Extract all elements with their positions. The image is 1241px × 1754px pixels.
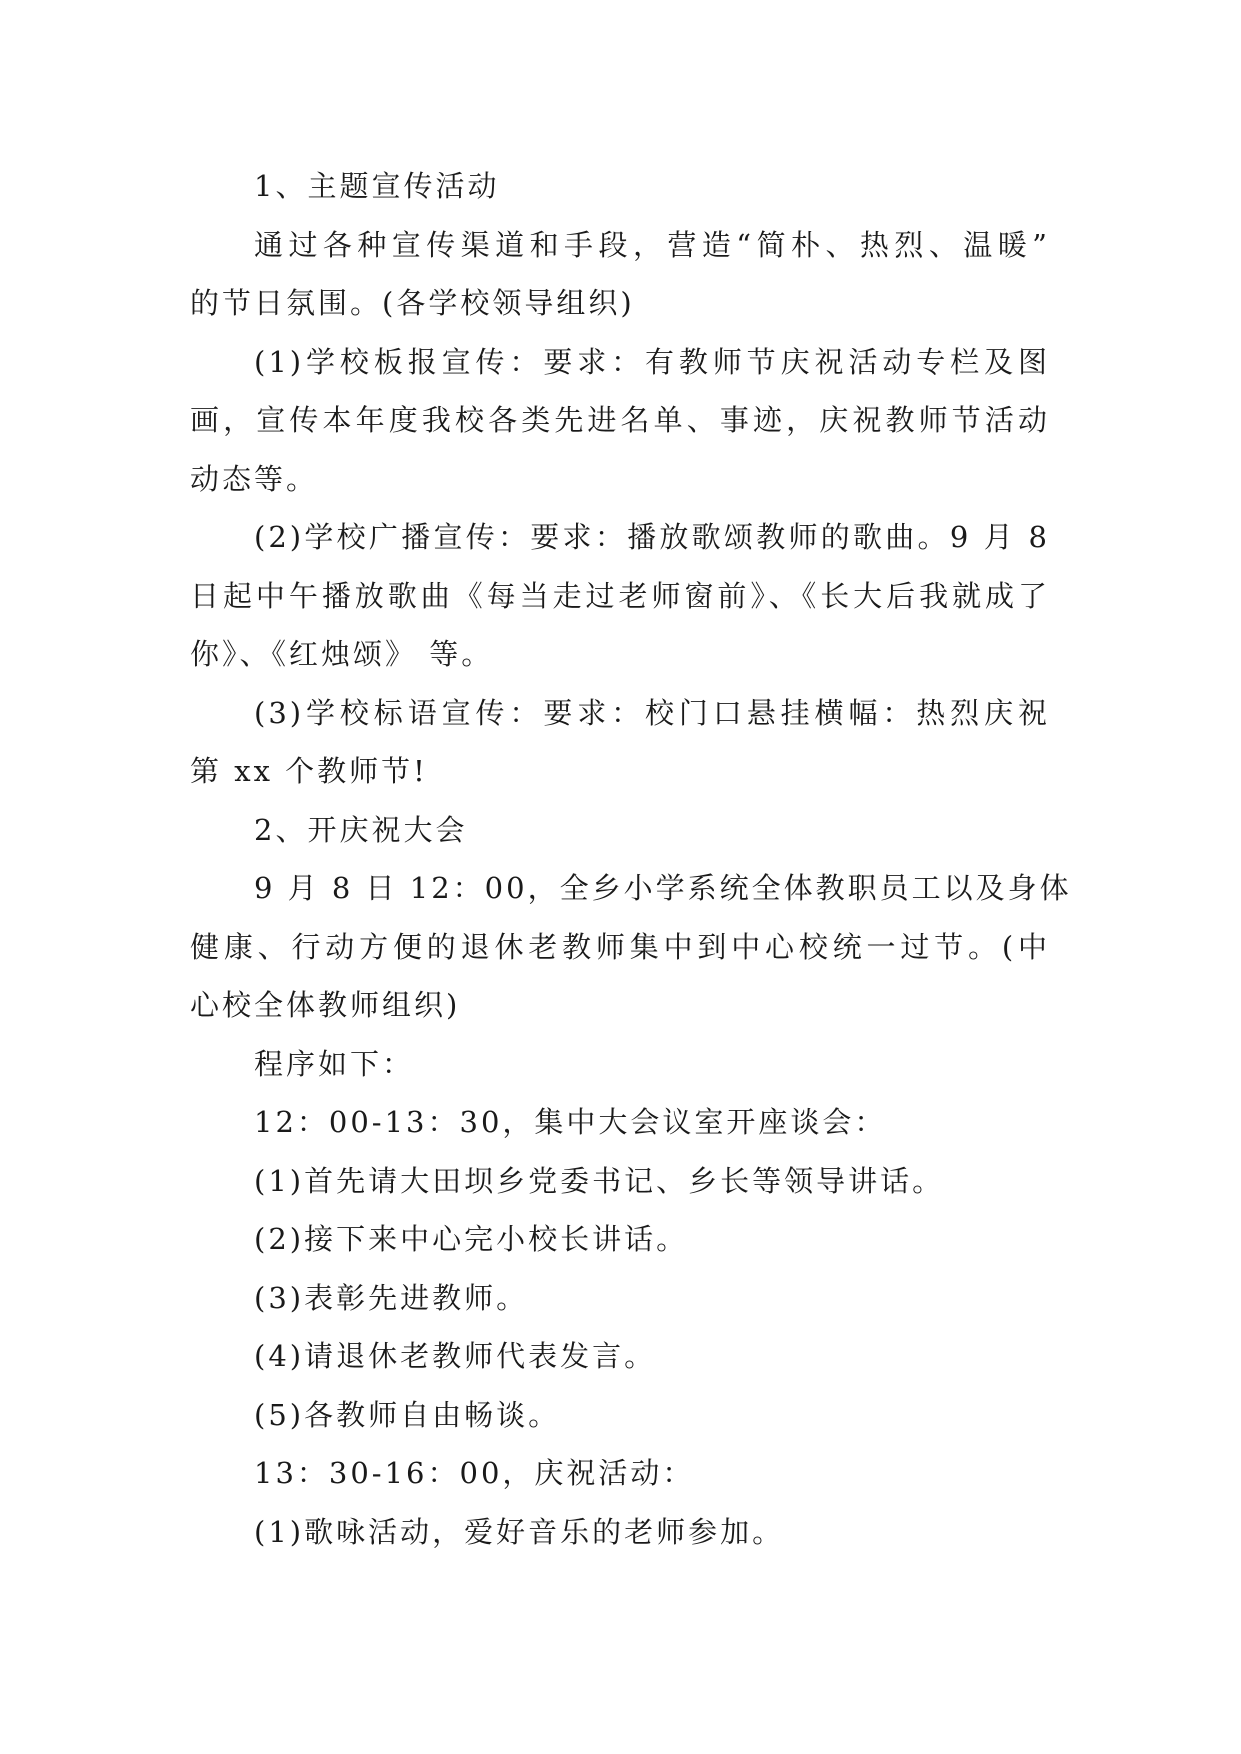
schedule-line: 13：30-16：00，庆祝活动： <box>254 1456 695 1490</box>
schedule-line: 12：00-13：30，集中大会议室开座谈会： <box>254 1105 887 1139</box>
list-item: (2)接下来中心完小校长讲话。 <box>254 1222 689 1256</box>
list-item: (5)各教师自由畅谈。 <box>254 1397 561 1432</box>
document-body <box>190 157 1072 1561</box>
paragraph-line: 日起中午播放歌曲《每当走过老师窗前》、《长大后我就成了 <box>190 578 1050 613</box>
paragraph-line: 动态等。 <box>190 461 319 496</box>
section-heading-theme-publicity: 1、主题宣传活动 <box>254 169 500 203</box>
section-heading-celebration-meeting: 2、开庆祝大会 <box>254 812 468 847</box>
paragraph-line: (2)学校广播宣传：要求：播放歌颂教师的歌曲。9 月 8 <box>254 520 1050 554</box>
list-item: (1)歌咏活动，爱好音乐的老师参加。 <box>254 1514 785 1549</box>
list-item: (1)首先请大田坝乡党委书记、乡长等领导讲话。 <box>254 1163 945 1198</box>
paragraph-line: 健康、行动方便的退休老教师集中到中心校统一过节。(中 <box>190 929 1050 964</box>
paragraph-line: 程序如下： <box>254 1046 415 1081</box>
paragraph-line: 画，宣传本年度我校各类先进名单、事迹，庆祝教师节活动 <box>190 403 1050 437</box>
paragraph-line: (3)学校标语宣传：要求：校门口悬挂横幅：热烈庆祝 <box>254 695 1050 730</box>
paragraph-line: 通过各种宣传渠道和手段，营造“简朴、热烈、温暖” <box>254 227 1050 262</box>
paragraph-line: 你》、《红烛颂》 等。 <box>190 637 494 671</box>
list-item: (3)表彰先进教师。 <box>254 1280 529 1315</box>
paragraph-line: (1)学校板报宣传：要求：有教师节庆祝活动专栏及图 <box>254 344 1050 379</box>
list-item: (4)请退休老教师代表发言。 <box>254 1339 657 1373</box>
paragraph-line: 第 xx 个教师节! <box>190 754 428 788</box>
paragraph-line: 的节日氛围。(各学校领导组织) <box>190 286 635 320</box>
paragraph-line: 心校全体教师组织) <box>190 988 461 1022</box>
paragraph-line: 9 月 8 日 12：00，全乡小学系统全体教职员工以及身体 <box>254 871 1072 905</box>
